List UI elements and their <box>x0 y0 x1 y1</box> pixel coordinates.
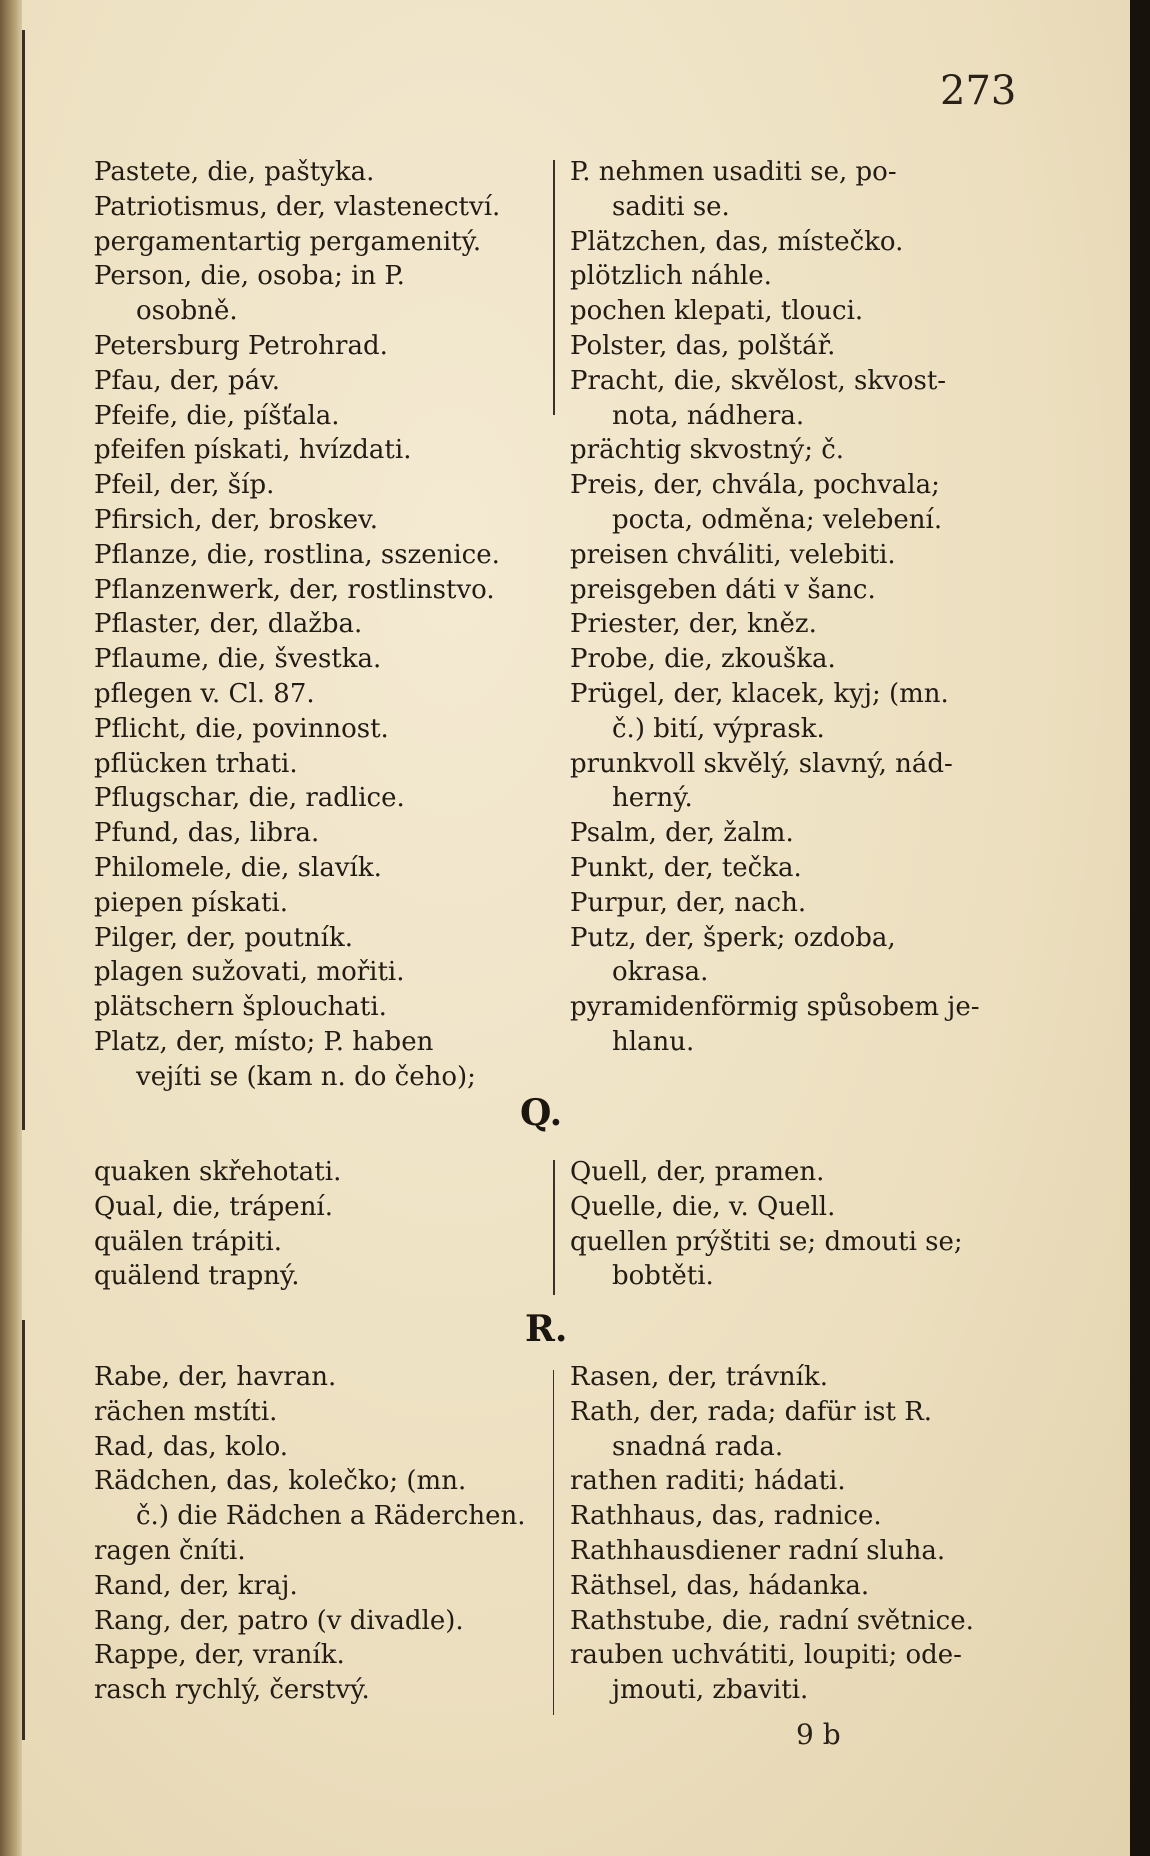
page-number: 273 <box>940 68 1017 114</box>
dictionary-entry-line: quälen trápiti. <box>94 1226 282 1257</box>
dictionary-entry-line: Pflaume, die, švestka. <box>94 644 382 675</box>
dictionary-entry-line: Patriotismus, der, vlastenectví. <box>94 191 501 222</box>
dictionary-entry-line: pyramidenförmig spůsobem je- <box>570 992 980 1023</box>
section-r-right-column <box>570 1360 974 1708</box>
section-p-right-column <box>570 155 980 1060</box>
dictionary-entry-line: herný. <box>612 783 693 814</box>
dictionary-entry-line: rasch rychlý, čerstvý. <box>94 1675 370 1706</box>
dictionary-entry-line: prächtig skvostný; č. <box>570 435 845 466</box>
dictionary-entry-line: Putz, der, šperk; ozdoba, <box>570 922 896 953</box>
dictionary-entry-line: quälend trapný. <box>94 1261 300 1292</box>
dictionary-entry-line: Rabe, der, havran. <box>94 1362 337 1392</box>
dictionary-entry-line: Quell, der, pramen. <box>570 1157 825 1187</box>
dictionary-entry-line: Räthsel, das, hádanka. <box>570 1570 870 1601</box>
dictionary-entry-line: plätschern šplouchati. <box>94 992 387 1023</box>
dictionary-entry-line: Pfeil, der, šíp. <box>94 470 275 501</box>
dictionary-entry-line: pfeifen pískati, hvízdati. <box>94 435 412 466</box>
dictionary-entry-line: Punkt, der, tečka. <box>570 852 802 883</box>
dictionary-entry-line: Rathhaus, das, radnice. <box>570 1501 882 1532</box>
dictionary-entry-line: Pilger, der, poutník. <box>94 922 353 953</box>
dictionary-entry-line: Rathhausdiener radní sluha. <box>570 1535 946 1566</box>
dictionary-entry-line: Rand, der, kraj. <box>94 1570 298 1601</box>
dictionary-entry-line: Rath, der, rada; dafür ist R. <box>570 1396 933 1427</box>
dictionary-entry-line: Priester, der, kněz. <box>570 609 817 640</box>
dictionary-entry-line: Probe, die, zkouška. <box>570 644 836 675</box>
dictionary-entry-line: Quelle, die, v. Quell. <box>570 1191 836 1222</box>
dictionary-entry-line: preisen chváliti, velebiti. <box>570 539 896 570</box>
dictionary-entry-line: Pflanze, die, rostlina, sszenice. <box>94 539 500 570</box>
margin-line <box>22 30 25 1130</box>
dictionary-entry-line: plagen sužovati, mořiti. <box>94 957 405 988</box>
dictionary-entry-line: Petersburg Petrohrad. <box>94 330 388 361</box>
dictionary-entry-line: Preis, der, chvála, pochvala; <box>570 470 940 501</box>
dictionary-entry-line: P. nehmen usaditi se, po- <box>570 157 897 187</box>
dictionary-entry-line: Pflanzenwerk, der, rostlinstvo. <box>94 574 495 605</box>
dictionary-entry-line: prunkvoll skvělý, slavný, nád- <box>570 748 953 779</box>
dictionary-entry-line: pocta, odměna; velebení. <box>612 504 943 535</box>
dictionary-entry-line: pergamentartig pergamenitý. <box>94 226 482 257</box>
dictionary-entry-line: Psalm, der, žalm. <box>570 818 794 849</box>
dictionary-entry-line: č.) bití, výprask. <box>612 713 825 744</box>
dictionary-entry-line: Philomele, die, slavík. <box>94 852 382 883</box>
dictionary-entry-line: Qual, die, trápení. <box>94 1191 334 1222</box>
dictionary-entry-line: quaken skřehotati. <box>94 1157 342 1187</box>
dictionary-entry-line: rächen mstíti. <box>94 1396 278 1427</box>
dictionary-entry-line: č.) die Rädchen a Räderchen. <box>136 1501 526 1532</box>
dictionary-entry-line: snadná rada. <box>612 1431 784 1462</box>
dictionary-entry-line: Rädchen, das, kolečko; (mn. <box>94 1466 467 1497</box>
dictionary-entry-line: Pfirsich, der, broskev. <box>94 504 378 535</box>
dictionary-entry-line: Rad, das, kolo. <box>94 1431 289 1462</box>
dictionary-entry-line: Purpur, der, nach. <box>570 887 807 918</box>
section-q-right-column <box>570 1155 963 1294</box>
dictionary-entry-line: plötzlich náhle. <box>570 261 772 292</box>
dictionary-entry-line: Pracht, die, skvělost, skvost- <box>570 365 947 396</box>
dictionary-entry-line: nota, nádhera. <box>612 400 805 431</box>
dictionary-entry-line: Prügel, der, klacek, kyj; (mn. <box>570 678 949 709</box>
section-q-left-column <box>94 1155 341 1294</box>
dictionary-entry-line: Pastete, die, paštyka. <box>94 157 375 187</box>
dictionary-entry-line: hlanu. <box>612 1026 695 1057</box>
printer-signature: 9 b <box>796 1718 841 1751</box>
section-letter-r: R. <box>525 1308 568 1350</box>
dictionary-entry-line: Pfeife, die, píšťala. <box>94 400 340 431</box>
dictionary-entry-line: saditi se. <box>612 191 730 222</box>
dictionary-entry-line: pflücken trhati. <box>94 748 298 779</box>
dictionary-entry-line: Pflugschar, die, radlice. <box>94 783 405 814</box>
column-divider <box>553 160 555 415</box>
dictionary-entry-line: Polster, das, polštář. <box>570 330 836 361</box>
dictionary-entry-line: Pflicht, die, povinnost. <box>94 713 389 744</box>
page-edge-shadow <box>1130 0 1150 1856</box>
dictionary-entry-line: Plätzchen, das, místečko. <box>570 226 904 257</box>
dictionary-entry-line: Rathstube, die, radní světnice. <box>570 1605 974 1636</box>
section-r-left-column <box>94 1360 525 1708</box>
dictionary-entry-line: rathen raditi; hádati. <box>570 1466 846 1497</box>
dictionary-entry-line: piepen pískati. <box>94 887 288 918</box>
dictionary-entry-line: okrasa. <box>612 957 709 988</box>
dictionary-entry-line: Pflaster, der, dlažba. <box>94 609 363 640</box>
dictionary-entry-line: Rang, der, patro (v divadle). <box>94 1605 464 1636</box>
dictionary-entry-line: ragen čníti. <box>94 1535 246 1566</box>
dictionary-entry-line: vejíti se (kam n. do čeho); <box>136 1061 476 1092</box>
dictionary-entry-line: jmouti, zbaviti. <box>612 1675 809 1706</box>
dictionary-entry-line: rauben uchvátiti, loupiti; ode- <box>570 1640 962 1671</box>
dictionary-entry-line: Platz, der, místo; P. haben <box>94 1026 434 1057</box>
column-divider <box>553 1160 555 1295</box>
column-divider <box>553 1370 554 1715</box>
dictionary-entry-line: pflegen v. Cl. 87. <box>94 678 315 709</box>
section-p-left-column <box>94 155 500 1095</box>
dictionary-entry-line: preisgeben dáti v šanc. <box>570 574 876 605</box>
dictionary-entry-line: pochen klepati, tlouci. <box>570 296 864 327</box>
dictionary-entry-line: quellen prýštiti se; dmouti se; <box>570 1226 963 1257</box>
dictionary-entry-line: Rasen, der, trávník. <box>570 1362 828 1392</box>
page-binding <box>0 0 22 1856</box>
dictionary-entry-line: osobně. <box>136 296 238 327</box>
dictionary-entry-line: Pfund, das, libra. <box>94 818 320 849</box>
section-letter-q: Q. <box>520 1092 563 1134</box>
dictionary-entry-line: Rappe, der, vraník. <box>94 1640 345 1671</box>
dictionary-entry-line: Pfau, der, páv. <box>94 365 281 396</box>
dictionary-entry-line: bobtěti. <box>612 1261 714 1292</box>
dictionary-entry-line: Person, die, osoba; in P. <box>94 261 405 292</box>
margin-line <box>22 1320 25 1740</box>
